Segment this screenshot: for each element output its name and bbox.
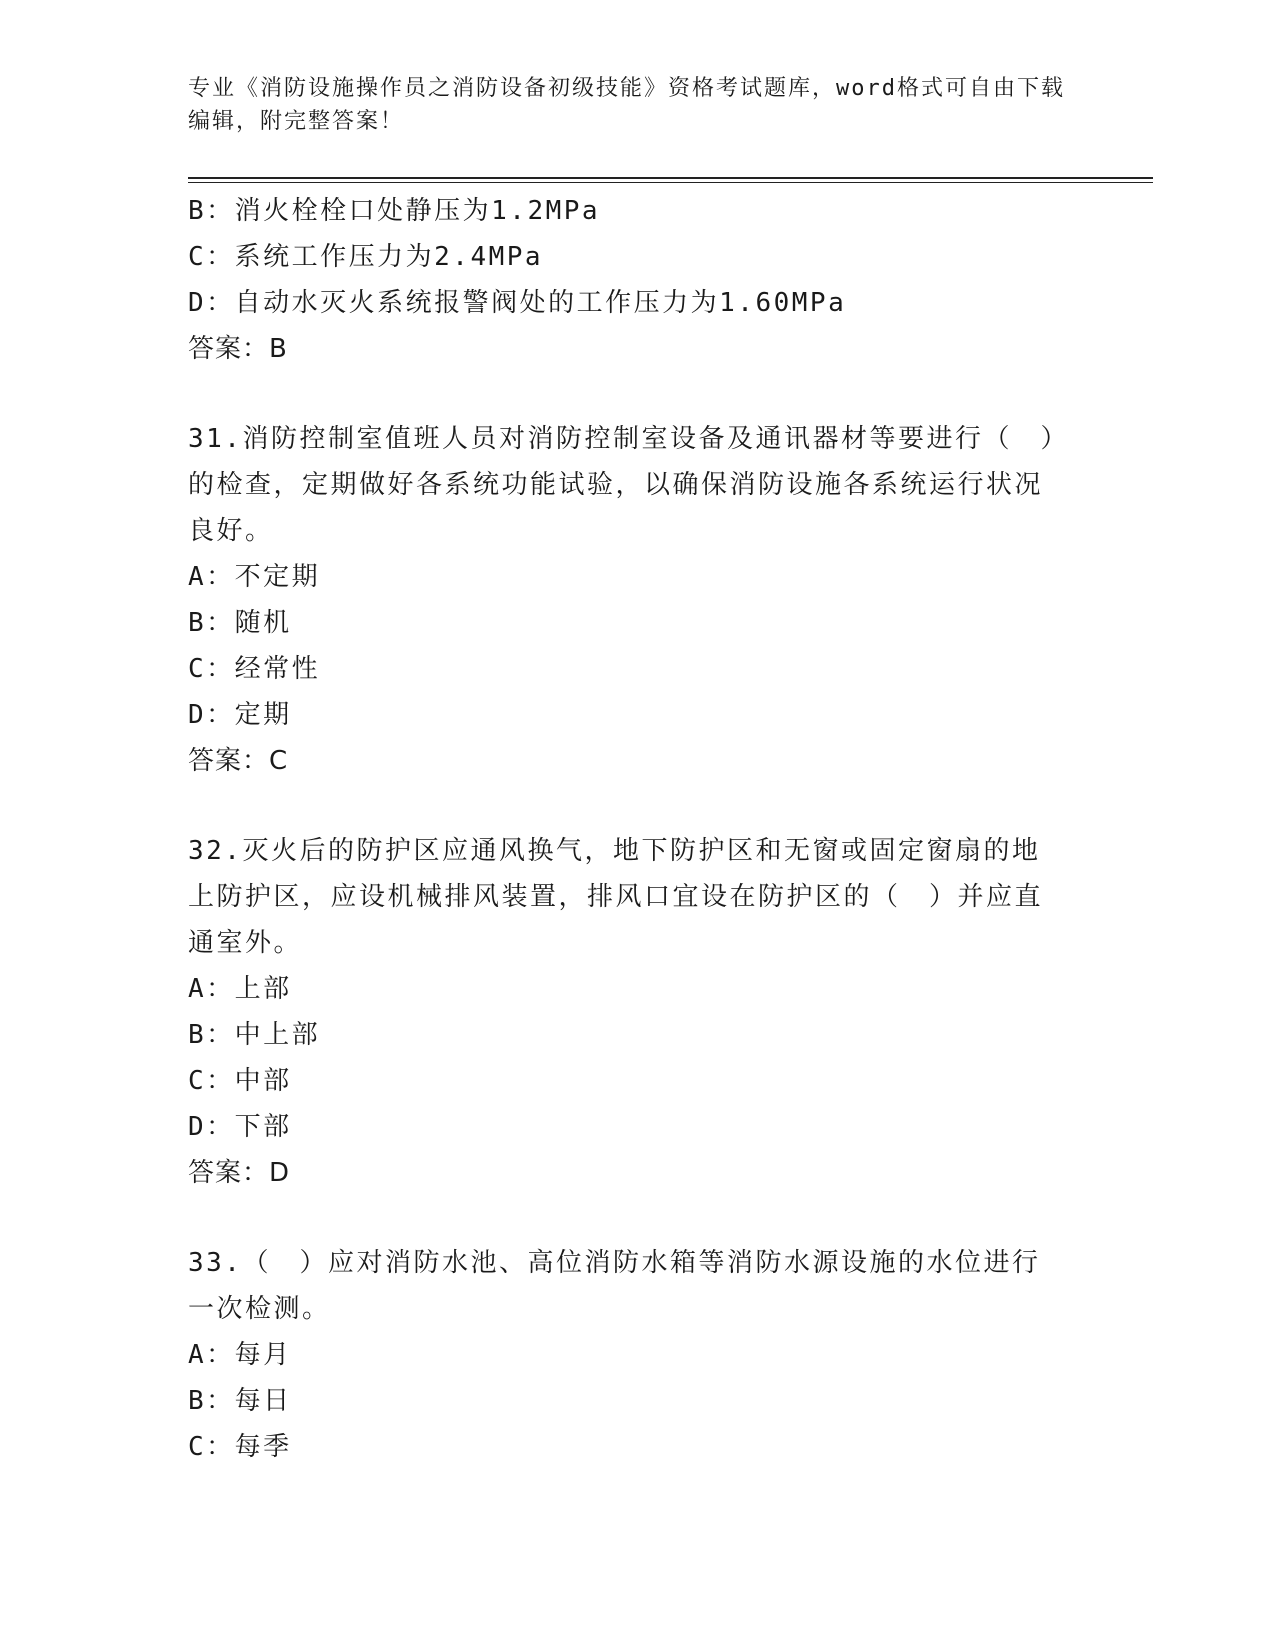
option-d: D：定期 <box>188 700 292 730</box>
question-text: 32.灭火后的防护区应通风换气，地下防护区和无窗或固定窗扇的地上防护区，应设机械排风装置，排风口宜设在防护区的（ ）并应直通室外。 <box>188 836 1044 958</box>
option-d: D：下部 <box>188 1112 292 1142</box>
answer: 答案：B <box>188 334 288 364</box>
option-b: B：随机 <box>188 608 292 638</box>
header-divider-thin <box>188 182 1153 183</box>
question-33 <box>188 1240 1088 1470</box>
option-b: B：每日 <box>188 1386 292 1416</box>
question-30-continued <box>188 188 1088 372</box>
header-divider-thick <box>188 177 1153 179</box>
question-list <box>188 188 1088 1470</box>
option-a: A：每月 <box>188 1340 292 1370</box>
question-31 <box>188 416 1088 784</box>
question-text: 31.消防控制室值班人员对消防控制室设备及通讯器材等要进行（ ）的检查，定期做好各系统功能试验，以确保消防设施各系统运行状况良好。 <box>188 424 1056 546</box>
option-c: C：每季 <box>188 1432 292 1462</box>
question-text: 33.（ ）应对消防水池、高位消防水箱等消防水源设施的水位进行一次检测。 <box>188 1248 1041 1324</box>
option-a: A：不定期 <box>188 562 321 592</box>
answer: 答案：C <box>188 746 289 776</box>
option-a: A：上部 <box>188 974 292 1004</box>
answer: 答案：D <box>188 1158 291 1188</box>
option-b: B：消火栓栓口处静压为1.2MPa <box>188 196 601 226</box>
option-c: C：系统工作压力为2.4MPa <box>188 242 544 272</box>
option-b: B：中上部 <box>188 1020 321 1050</box>
page-header: 专业《消防设施操作员之消防设备初级技能》资格考试题库，word格式可自由下载编辑，附完整答案！ <box>188 76 1065 134</box>
option-c: C：经常性 <box>188 654 321 684</box>
question-32 <box>188 828 1088 1196</box>
option-d: D：自动水灭火系统报警阀处的工作压力为1.60MPa <box>188 288 847 318</box>
option-c: C：中部 <box>188 1066 292 1096</box>
